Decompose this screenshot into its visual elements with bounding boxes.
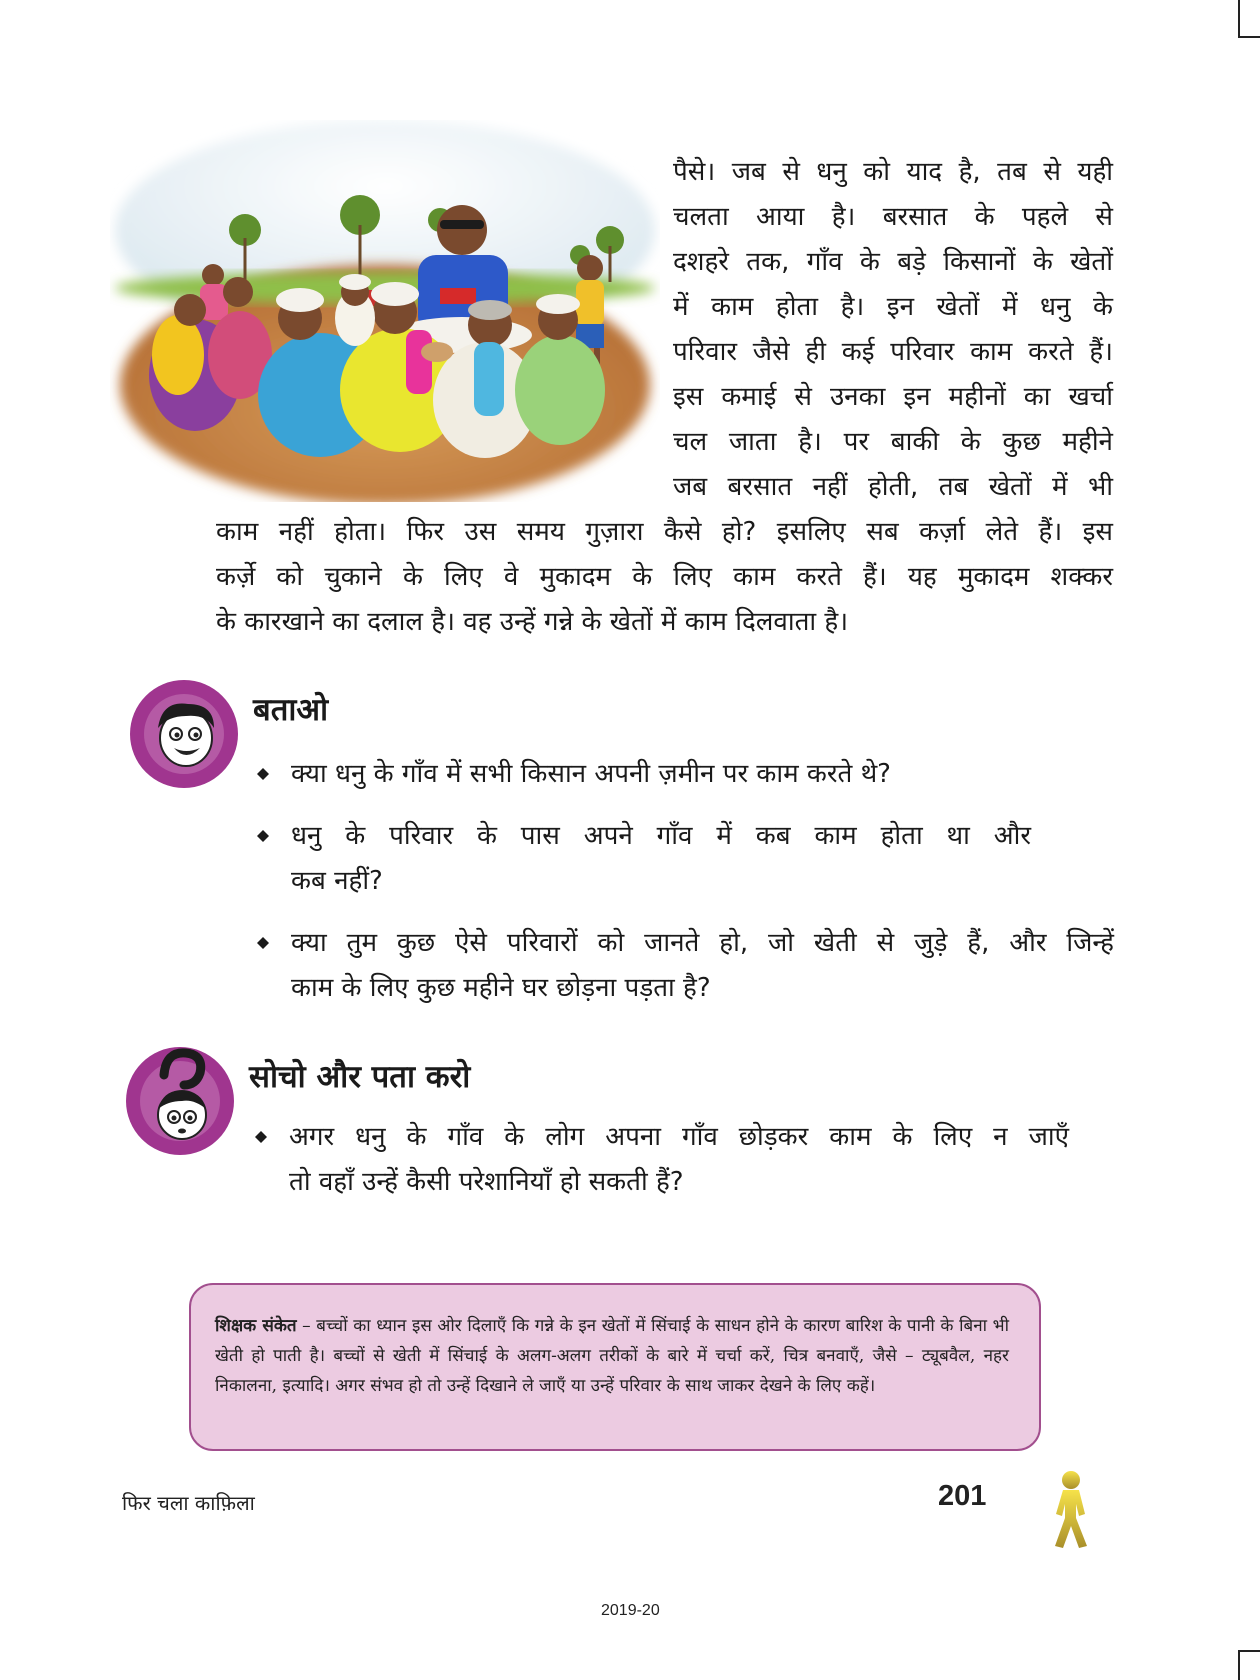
story-line: चल जाता है। पर बाकी के कुछ महीने: [673, 427, 1113, 457]
crop-mark-bottom-right: [1238, 1650, 1260, 1680]
list-item: [251, 921, 1114, 1011]
story-line: के कारखाने का दलाल है। वह उन्हें गन्ने के खेतों में काम दिलवाता है।: [216, 607, 849, 637]
teacher-note-label: शिक्षक संकेत: [215, 1316, 297, 1336]
teacher-note-text: – बच्चों का ध्यान इस ओर दिलाएँ कि गन्ने के इन खेतों में सिंचाई के साधन होने के कारण बारिश के पानी के बिना भी खेती हो पाती है। बच्चों से खेती में सिंचाई के अलग-अलग तरीकों के बारे में चर्चा करें, चित्र बनवाएँ, जैसे – ट्यूबवैल, नहर निकालना, इत्यादि। अगर संभव हो तो उन्हें दिखाने ले जाएँ या उन्हें परिवार के साथ जाकर देखने के लिए कहें।: [215, 1316, 1009, 1396]
list-item: [251, 814, 1031, 904]
edition-year: 2019-20: [601, 1602, 660, 1619]
teacher-note: [215, 1311, 1009, 1401]
teacher-note-box: [189, 1283, 1041, 1451]
story-line: पैसे। जब से धनु को याद है, तब से यही: [673, 157, 1114, 187]
question-line: धनु के परिवार के पास अपने गाँव में कब काम होता था और: [291, 821, 1031, 851]
story-paragraph-full: [216, 510, 1113, 645]
smiling-child-icon: [128, 678, 240, 790]
story-paragraph-right: [673, 150, 1113, 510]
diamond-bullet-icon: [257, 937, 269, 949]
story-line: दशहरे तक, गाँव के बड़े किसानों के खेतों: [673, 247, 1113, 277]
question-list-batao: [251, 752, 1114, 1028]
story-line: परिवार जैसे ही कई परिवार काम करते हैं।: [673, 337, 1113, 367]
list-item: [251, 752, 1114, 797]
diamond-bullet-icon: [257, 830, 269, 842]
diamond-bullet-icon: [257, 768, 269, 780]
question-line: क्या धनु के गाँव में सभी किसान अपनी ज़मीन पर काम करते थे?: [291, 759, 891, 789]
walking-figure-icon: [1045, 1470, 1097, 1548]
question-line: काम के लिए कुछ महीने घर छोड़ना पड़ता है?: [291, 973, 711, 1003]
story-line: में काम होता है। इन खेतों में धनु के: [673, 292, 1113, 322]
section-heading-batao: बताओ: [253, 692, 329, 728]
story-line: चलता आया है। बरसात के पहले से: [673, 202, 1113, 232]
section-heading-socho: सोचो और पता करो: [249, 1059, 471, 1095]
story-line: काम नहीं होता। फिर उस समय गुज़ारा कैसे हो? इसलिए सब कर्ज़ा लेते हैं। इस: [216, 517, 1113, 547]
story-line: जब बरसात नहीं होती, तब खेतों में भी: [673, 472, 1113, 502]
thinking-child-icon: [124, 1045, 236, 1157]
list-item: [249, 1115, 1069, 1205]
book-title: फिर चला काफ़िला: [122, 1491, 255, 1515]
question-line: क्या तुम कुछ ऐसे परिवारों को जानते हो, जो खेती से जुड़े हैं, और जिन्हें: [291, 928, 1114, 958]
crop-mark-top-right: [1238, 0, 1260, 38]
villagers-meeting-illustration: [110, 120, 660, 502]
question-line: कब नहीं?: [291, 866, 383, 896]
story-line: कर्ज़े को चुकाने के लिए वे मुकादम के लिए काम करते हैं। यह मुकादम शक्कर: [216, 562, 1113, 592]
question-list-socho: [249, 1115, 1069, 1222]
question-line: तो वहाँ उन्हें कैसी परेशानियाँ हो सकती हैं?: [289, 1167, 684, 1197]
story-line: इस कमाई से उनका इन महीनों का खर्चा: [673, 382, 1113, 412]
page-number: 201: [938, 1480, 987, 1512]
question-line: अगर धनु के गाँव के लोग अपना गाँव छोड़कर काम के लिए न जाएँ: [289, 1122, 1069, 1152]
diamond-bullet-icon: [255, 1131, 267, 1143]
